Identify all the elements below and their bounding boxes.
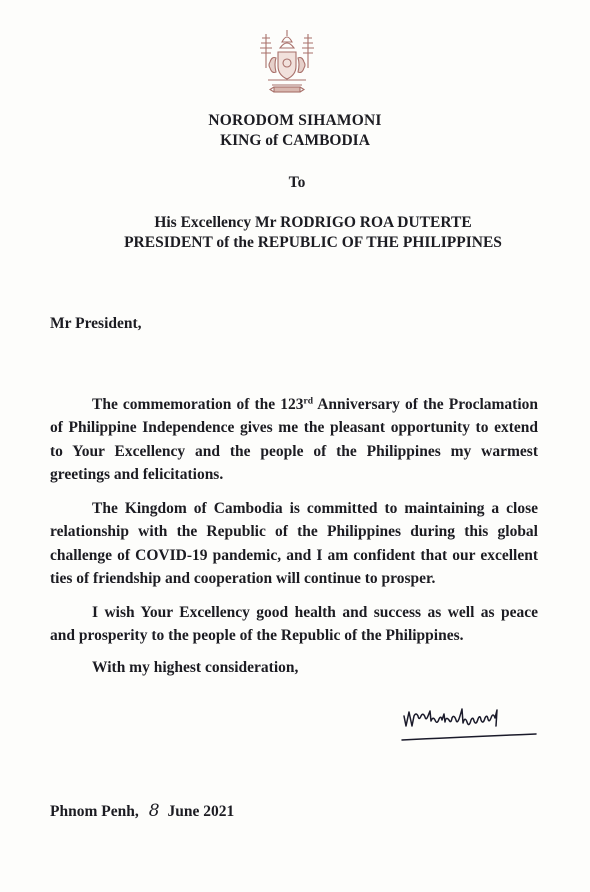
recipient-name: His Excellency Mr RODRIGO ROA DUTERTE bbox=[154, 214, 472, 231]
place-and-date bbox=[50, 801, 234, 821]
paragraph-1-start: The commemoration of the 123 bbox=[92, 396, 304, 413]
handwritten-signature bbox=[400, 702, 542, 746]
closing-line: With my highest consideration, bbox=[92, 659, 299, 676]
month-year: June 2021 bbox=[167, 803, 235, 820]
paragraph-3: I wish Your Excellency good health and success as well as peace and prosperity to the people of the Republic of the Philippines. bbox=[50, 604, 538, 645]
place: Phnom Penh, bbox=[50, 803, 139, 820]
sender-title: KING of CAMBODIA bbox=[220, 132, 370, 149]
ordinal-suffix: rd bbox=[303, 396, 313, 407]
royal-coat-of-arms-emblem bbox=[258, 28, 316, 96]
handwritten-day: 8 bbox=[148, 801, 160, 821]
paragraph-1-rest: Anniversary of the Proclamation of Philippine Independence gives me the pleasant opportunity to extend to Your Excellency and the people of the Philippines my warmest greetings and felicitations. bbox=[50, 396, 539, 483]
salutation: Mr President, bbox=[50, 315, 142, 332]
paragraph-2: The Kingdom of Cambodia is committed to maintaining a close relationship with the Republic of the Philippines during this global challenge of COVID-19 pandemic, and I am confident that our excellent ties of friendship and cooperation will continue to prosper. bbox=[50, 500, 538, 587]
recipient-title: PRESIDENT of the REPUBLIC OF THE PHILIPPINES bbox=[124, 234, 502, 251]
paragraph-1 bbox=[50, 393, 538, 486]
sender-name: NORODOM SIHAMONI bbox=[208, 112, 382, 129]
to-label: To bbox=[288, 174, 306, 191]
